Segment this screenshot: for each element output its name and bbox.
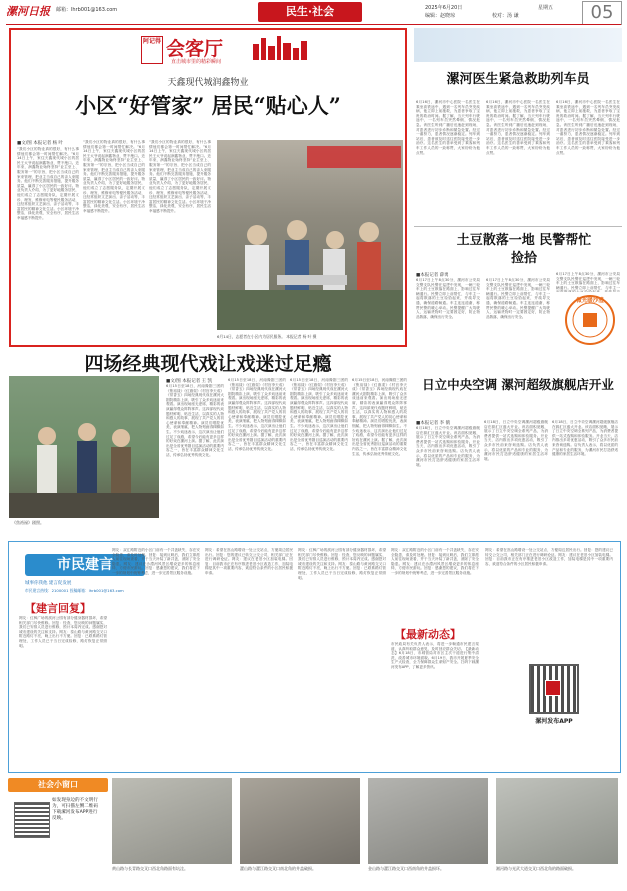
feature-headline: 小区“好管家” 居民“贴心人” bbox=[75, 93, 341, 118]
civic-reply-head: 【建言回复】 bbox=[25, 602, 91, 615]
column-subtitle: 直击城市里的精彩瞬间 bbox=[171, 59, 222, 65]
app-logo-icon bbox=[545, 680, 561, 696]
feature-photo bbox=[217, 140, 403, 330]
mall-byline: ■本报记者 李 鹤 bbox=[416, 421, 451, 426]
feature-col-1: “我们小区的物业真的很好，有什么事情他们都会第一时间帮忙解决。”6月14日上午，家住天鑫现代城小区的居民王大爷说起润鑫物业，赞不绝口。近年来，润鑫物业始终坚持“业主至上、服务第一”的宗旨，把小区当成自己的家来管理，把业主当成自己的亲人来服务。他们不断完善服务措施，提升服务质量，赢得了小区居民的一致好评。物业负责人介绍，为了更好地服务居民，他们成立了志愿服务队，定期开展义诊、理发、维修家电等便民服务活动，还经常组织文艺演出、亲子活动等，丰富居民的精神文化生活。小区环境干净整洁，绿化美观，安全有序，居民生活幸福感不断提升。 bbox=[17, 147, 79, 220]
potato-byline: ■本报记者 薛勇 bbox=[416, 273, 449, 278]
civic-box bbox=[8, 541, 621, 773]
section-banner bbox=[258, 2, 362, 22]
rescue-story bbox=[414, 28, 622, 224]
feature-pretitle: 天鑫现代城润鑫物业 bbox=[167, 78, 249, 88]
civic-col-1: 网友：红枫广场的滨河公园有部分健身器材损坏，希望相关部门尽快维修。回复：经查，您反映的问题属实，我们已安排人员进行维修，预计本周内完成。感谢您对城市建设的关注和支持。网友：泰山路与黄河路交叉口附近路灯不亮，晚上出行不方便。回复：已联系路灯管理处，工作人员已于当日完成检修，路灯恢复正常照明。 bbox=[19, 616, 107, 648]
civic-col-5: 网友：双汇路附近的小区门前有一个井盖缺失，存在安全隐患，请及时处理。回复：接到反映后，我们立即派人前往现场查看，并于当天补装了新井盖，消除了安全隐患。网友：建议在沙澧河风景区增设更多的休息座椅，方便市民游玩。回复：感谢您的建议，我们将在下一步的规划中统筹考虑，进一步完善景区服务设施。 bbox=[391, 548, 479, 575]
column-logo: 阿记得 bbox=[141, 36, 163, 64]
app-qr-label: 漯河发布APP bbox=[535, 718, 573, 725]
bottom-photo-2 bbox=[240, 778, 360, 864]
page-number-box bbox=[582, 1, 622, 25]
mall-col-2: 6月18日，日立中央空调漯河超级旗舰店在源汇区盛大开业。该店面积宽敞，展示了日立中央空调全系列产品，为消费者提供一站式选购和体验服务。开业当天，店内推出多项优惠活动，吸引了众多市民前来咨询选购。店负责人表示，将以优质的产品和专业的服务，为漯河市民打造舒适健康的家居生活环境。 bbox=[484, 420, 548, 461]
bottom-strip bbox=[8, 778, 621, 888]
potato-col-2: 6月17日上午8点30分，漯河市公安局交警支队民警在巡逻中发现，一辆三轮车上的土豆散落在路面上，影响过往车辆通行。民警立即上前帮忙，与车主一起将散落的土豆捡拾起来，并疏导交通，确保道路畅通。车主连连道谢，称赞民警的暖心举动。民警提醒广大驾驶人，运输货物时一定要固定好，防止物品散落，确保出行安全。 bbox=[486, 278, 550, 319]
bottom-photo-4 bbox=[496, 778, 618, 864]
masthead-email: 邮箱：lhrb001@163.com bbox=[56, 7, 118, 13]
opera-col-2: 6月15日至18日，河南豫剧三团的《焦裕禄》《红旗渠》《村官李天成》《常香玉》四场经典现代戏在漯河大剧院精彩上演，吸引了众多戏迷前来观看。演出现场座无虚席，精彩的表演赢得观众阵阵掌声。这四部现代戏题材鲜明，贴近生活，以真实的人物和感人的故事，展现了共产党人的初心使命和奉献精神。演员们唱腔优美，表演细腻，把人物刻画得栩栩如生。不少戏迷表示，这次演出让他们过足了戏瘾，希望今后能有更多这样的好戏在漯河上演。据了解，此次演出是全省优秀剧目巡演活动的重要内容之一，旨在丰富群众精神文化生活，传承弘扬优秀传统文化。 bbox=[228, 378, 286, 451]
masthead-logo: 漯河日报 bbox=[6, 5, 50, 18]
right-rule-1 bbox=[414, 226, 622, 227]
potato-story bbox=[414, 228, 622, 336]
mall-col-1: 6月18日，日立中央空调漯河超级旗舰店在源汇区盛大开业。该店面积宽敞，展示了日立中央空调全系列产品，为消费者提供一站式选购和体验服务。开业当天，店内推出多项优惠活动，吸引了众多市民前来咨询选购。店负责人表示，将以优质的产品和专业的服务，为漯河市民打造舒适健康的家居生活环境。 bbox=[416, 426, 480, 467]
bottom-caption-3: 金山路与漯江路交叉口西南角的井盖损坏。 bbox=[368, 866, 444, 871]
potato-col-1: 6月17日上午8点30分，漯河市公安局交警支队民警在巡逻中发现，一辆三轮车上的土豆散落在路面上，影响过往车辆通行。民警立即上前帮忙，与车主一起将散落的土豆捡拾起来，并疏导交通，确保道路畅通。车主连连道谢，称赞民警的暖心举动。民警提醒广大驾驶人，运输货物时一定要固定好，防止物品散落，确保出行安全。 bbox=[416, 278, 480, 319]
masthead-proof: 校对：汤 谦 bbox=[492, 13, 519, 19]
masthead-editor: 编辑：赵晓琼 bbox=[425, 13, 456, 19]
civic-col-2: 网友：双汇路附近的小区门前有一个井盖缺失，存在安全隐患，请及时处理。回复：接到反映后，我们立即派人前往现场查看，并于当天补装了新井盖，消除了安全隐患。网友：建议在沙澧河风景区增设更多的休息座椅，方便市民游玩。回复：感谢您的建议，我们将在下一步的规划中统筹考虑，进一步完善景区服务设施。 bbox=[112, 548, 200, 575]
mall-headline bbox=[418, 376, 618, 393]
feature-byline: ■文/图 本报记者 杨 叶 bbox=[17, 141, 64, 146]
app-qr-block bbox=[499, 660, 609, 756]
bottom-caption-4: 湘河路与光武大道交叉口西北角的路面破损。 bbox=[496, 866, 576, 871]
bottom-strip-title: 社会小窗口 bbox=[8, 778, 108, 792]
civic-col-3: 网友：希望在嵩山路增设一处公交站点，方便周边居民出行。回复：您的建议已转交公交公司，相关部门正在进行调研论证。网友：建议在老旧小区加装电梯。回复：目前我市正在有序推进老旧小区改造工作，加装电梯是其中一项重要内容，欢迎符合条件的小区居民积极申请。 bbox=[205, 548, 293, 575]
column-skyline bbox=[251, 34, 311, 60]
bottom-qr-code[interactable] bbox=[14, 802, 50, 838]
potato-headline-text: 土豆散落一地 民警帮忙捡拾 bbox=[456, 233, 592, 266]
opera-col-4: 6月15日至18日，河南豫剧三团的《焦裕禄》《红旗渠》《村官李天成》《常香玉》四场经典现代戏在漯河大剧院精彩上演，吸引了众多戏迷前来观看。演出现场座无虚席，精彩的表演赢得观众阵阵掌声。这四部现代戏题材鲜明，贴近生活，以真实的人物和感人的故事，展现了共产党人的初心使命和奉献精神。演员们唱腔优美，表演细腻，把人物刻画得栩栩如生。不少戏迷表示，这次演出让他们过足了戏瘾，希望今后能有更多这样的好戏在漯河上演。据了解，此次演出是全省优秀剧目巡演活动的重要内容之一，旨在丰富群众精神文化生活，传承弘扬优秀传统文化。 bbox=[352, 378, 407, 456]
bottom-caption-2: 漯山路与漯江路交叉口南北角的井盖破损。 bbox=[240, 866, 316, 871]
bottom-qr-text: 如发现身边的不文明行为，可扫描左侧二维码下载漯河发布APP进行反映。 bbox=[52, 798, 98, 821]
column-name: 会客厅 bbox=[166, 38, 224, 60]
feature-photo-caption: 6月14日，志愿者在小区内为居民服务。 本报记者 杨 叶 摄 bbox=[217, 334, 317, 339]
opera-col-1: 6月15日至18日，河南豫剧三团的《焦裕禄》《红旗渠》《村官李天成》《常香玉》四场经典现代戏在漯河大剧院精彩上演，吸引了众多戏迷前来观看。演出现场座无虚席，精彩的表演赢得观众阵阵掌声。这四部现代戏题材鲜明，贴近生活，以真实的人物和感人的故事，展现了共产党人的初心使命和奉献精神。演员们唱腔优美，表演细腻，把人物刻画得栩栩如生。不少戏迷表示，这次演出让他们过足了戏瘾，希望今后能有更多这样的好戏在漯河上演。据了解，此次演出是全省优秀剧目巡演活动的重要内容之一，旨在丰富群众精神文化生活，传承弘扬优秀传统文化。 bbox=[166, 384, 224, 457]
feature-col-2: “我们小区的物业真的很好，有什么事情他们都会第一时间帮忙解决。”6月14日上午，家住天鑫现代城小区的居民王大爷说起润鑫物业，赞不绝口。近年来，润鑫物业始终坚持“业主至上、服务第一”的宗旨，把小区当成自己的家来管理，把业主当成自己的亲人来服务。他们不断完善服务措施，提升服务质量，赢得了小区居民的一致好评。物业负责人介绍，为了更好地服务居民，他们成立了志愿服务队，定期开展义诊、理发、维修家电等便民服务活动，还经常组织文艺演出、亲子活动等，丰富居民的精神文化生活。小区环境干净整洁，绿化美观，安全有序，居民生活幸福感不断提升。 bbox=[83, 140, 145, 213]
masthead-rule bbox=[6, 24, 621, 25]
masthead-date: 2025年6月20日 bbox=[425, 5, 463, 11]
civic-news-head: 【最新动态】 bbox=[395, 628, 461, 641]
potato-headline bbox=[454, 232, 594, 268]
masthead-weekday: 星期五 bbox=[538, 5, 554, 11]
opera-headline: 四场经典现代戏让戏迷过足瘾 bbox=[84, 353, 332, 375]
potato-col-3: 6月17日上午8点30分，漯河市公安局交警支队民警在巡逻中发现，一辆三轮车上的土豆散落在路面上，影响过往车辆通行。民警立即上前帮忙，与车主一 bbox=[556, 272, 620, 290]
opera-photo bbox=[9, 376, 159, 518]
warm-light-stamp bbox=[564, 294, 616, 346]
rescue-headline: 漯河医生紧急救助列车员 bbox=[446, 72, 590, 87]
feature-box bbox=[9, 28, 407, 347]
bottom-caption-1: 黄山路与长青路交叉口西北角路面有坑洼。 bbox=[112, 866, 188, 871]
civic-col-7: 网友：希望在嵩山路增设一处公交站点，方便周边居民出行。回复：您的建议已转交公交公司，相关部门正在进行调研论证。网友：建议在老旧小区加装电梯。回复：目前我市正在有序推进老旧小区改造工作，加装电梯是其中一项重要内容，欢迎符合条件的小区居民积极申请。 bbox=[485, 548, 613, 566]
section-title: 民生·社会 bbox=[285, 5, 335, 18]
page-number: 05 bbox=[590, 2, 614, 23]
civic-col-4: 网友：红枫广场的滨河公园有部分健身器材损坏，希望相关部门尽快维修。回复：经查，您反映的问题属实，我们已安排人员进行维修，预计本周内完成。感谢您对城市建设的关注和支持。网友：泰山路与黄河路交叉口附近路灯不亮，晚上出行不方便。回复：已联系路灯管理处，工作人员已于当日完成检修，路灯恢复正常照明。 bbox=[298, 548, 386, 580]
rescue-col-1: 6月16日，漯河市中心医院一名医生在乘坐高铁途中，遇到一名列车员突发疾病，他立即上前施救，为患者争取了宝贵的救治时间。据了解，当天列车行驶途中，一名列车员突然晕倒，情况危急。该医生听到广播后迅速赶到现场，对患者进行初步诊断和紧急处置。经过一番努力，患者情况逐渐稳定。列车到站后，患者被及时送往医院接受进一步治疗。这名医生的善举受到了乘客和列车工作人员的一致称赞，大家纷纷为他点赞。 bbox=[416, 100, 480, 155]
civic-col-6: 市民政局有关负责人表示，将进一步畅通市民建言渠道，认真听取群众意见，及时回应群众关切。【最新动态】6月18日，市城管局对市区主次干道进行集中清洗，改善城市环境面貌。6月19日，我市开展夏季安全生产大检查，全力保障群众生命财产安全。扫码下载漯河发布APP，了解更多资讯。 bbox=[391, 642, 479, 669]
civic-title: 市民建言 bbox=[25, 554, 145, 576]
civic-subtitle: 城事你我他 建言促发展 bbox=[25, 581, 72, 586]
civic-hotline: 市民建言热线：2100001 投稿邮箱：lhrb001@163.com bbox=[25, 588, 124, 593]
bottom-photo-3 bbox=[368, 778, 488, 864]
opera-col-3: 6月15日至18日，河南豫剧三团的《焦裕禄》《红旗渠》《村官李天成》《常香玉》四场经典现代戏在漯河大剧院精彩上演，吸引了众多戏迷前来观看。演出现场座无虚席，精彩的表演赢得观众阵阵掌声。这四部现代戏题材鲜明，贴近生活，以真实的人物和感人的故事，展现了共产党人的初心使命和奉献精神。演员们唱腔优美，表演细腻，把人物刻画得栩栩如生。不少戏迷表示，这次演出让他们过足了戏瘾，希望今后能有更多这样的好戏在漯河上演。据了解，此次演出是全省优秀剧目巡演活动的重要内容之一，旨在丰富群众精神文化生活，传承弘扬优秀传统文化。 bbox=[290, 378, 348, 451]
mall-col-3: 6月18日，日立中央空调漯河超级旗舰店在源汇区盛大开业。该店面积宽敞，展示了日立中央空调全系列产品，为消费者提供一站式选购和体验服务。开业当天，店内推出多项优惠活动，吸引了众多市民前来咨询选购。店负责人表示，将以优质的产品和专业的服务，为漯河市民打造舒适健康的家居生活环境。 bbox=[552, 420, 618, 457]
rescue-col-3: 6月16日，漯河市中心医院一名医生在乘坐高铁途中，遇到一名列车员突发疾病，他立即上前施救，为患者争取了宝贵的救治时间。据了解，当天列车行驶途中，一名列车员突然晕倒，情况危急。该医生听到广播后迅速赶到现场，对患者进行初步诊断和紧急处置。经过一番努力，患者情况逐渐稳定。列车到站后，患者被及时送往医院接受进一步治疗。这名医生的善举受到了乘客和列车工作人员的一致称赞，大家纷纷为他点赞。 bbox=[556, 100, 620, 155]
masthead bbox=[0, 0, 627, 30]
bottom-photo-1 bbox=[112, 778, 232, 864]
mall-headline-text: 日立中央空调 漯河超级旗舰店开业 bbox=[422, 377, 614, 392]
opera-byline: ■文/图 本报记者 王 凯 bbox=[166, 379, 213, 384]
rescue-photo bbox=[414, 28, 622, 62]
rescue-col-2: 6月16日，漯河市中心医院一名医生在乘坐高铁途中，遇到一名列车员突发疾病，他立即上前施救，为患者争取了宝贵的救治时间。据了解，当天列车行驶途中，一名列车员突然晕倒，情况危急。该医生听到广播后迅速赶到现场，对患者进行初步诊断和紧急处置。经过一番努力，患者情况逐渐稳定。列车到站后，患者被及时送往医院接受进一步治疗。这名医生的善举受到了乘客和列车工作人员的一致称赞，大家纷纷为他点赞。 bbox=[486, 100, 550, 155]
feature-col-3: “我们小区的物业真的很好，有什么事情他们都会第一时间帮忙解决。”6月14日上午，家住天鑫现代城小区的居民王大爷说起润鑫物业，赞不绝口。近年来，润鑫物业始终坚持“业主至上、服务第一”的宗旨，把小区当成自己的家来管理，把业主当成自己的亲人来服务。他们不断完善服务措施，提升服务质量，赢得了小区居民的一致好评。物业负责人介绍，为了更好地服务居民，他们成立了志愿服务队，定期开展义诊、理发、维修家电等便民服务活动，还经常组织文艺演出、亲子活动等，丰富居民的精神文化生活。小区环境干净整洁，绿化美观，安全有序，居民生活幸福感不断提升。 bbox=[149, 140, 211, 213]
opera-photo-caption: 《焦裕禄》剧照。 bbox=[12, 520, 44, 525]
stamp-text: 微光暖沙澧 bbox=[576, 298, 604, 304]
